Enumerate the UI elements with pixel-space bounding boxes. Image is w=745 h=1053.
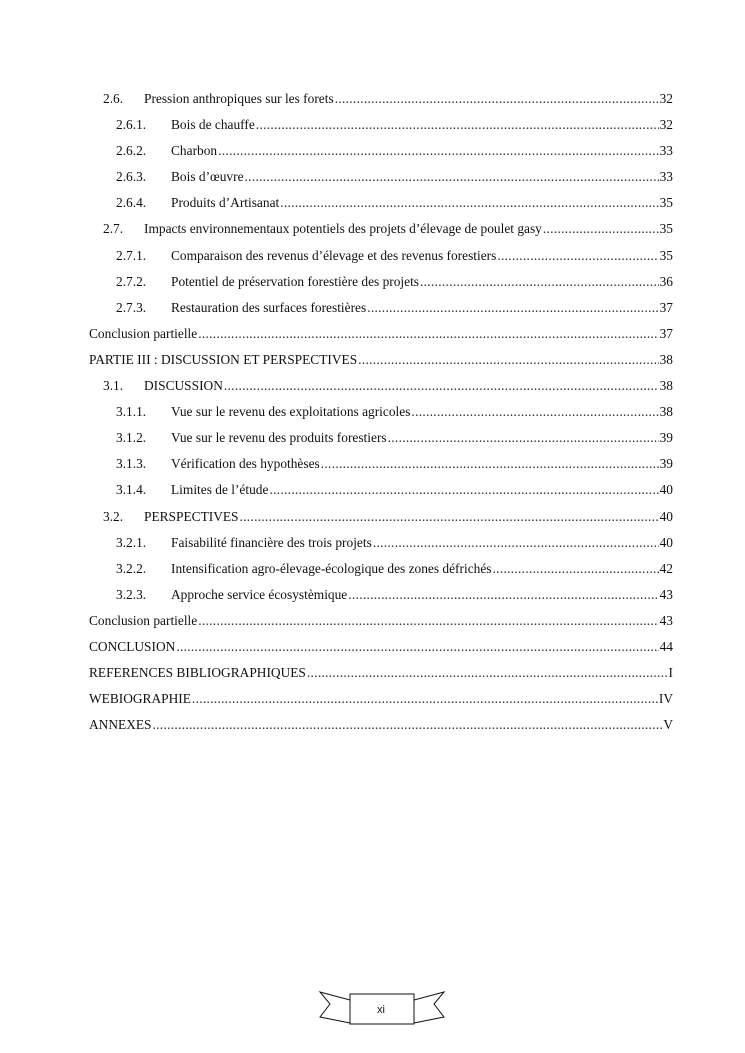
toc-entry[interactable] [89,660,673,686]
page-number: xi [377,1004,385,1016]
toc-entry-title: Potentiel de préservation forestière des projets [171,273,420,289]
toc-entry-title: PERSPECTIVES [144,508,239,524]
toc-dot-leader [335,86,659,112]
toc-dot-leader [153,712,663,738]
toc-entry[interactable] [89,295,673,321]
toc-entry-title: Impacts environnementaux potentiels des projets d’élevage de poulet gasy [144,221,542,237]
toc-entry-page: 38 [659,351,673,367]
toc-entry-page: 39 [659,430,673,446]
toc-dot-leader [269,477,658,503]
toc-entry-number: 3.1.3. [116,456,147,472]
toc-entry[interactable] [89,477,673,503]
toc-dot-leader [224,373,659,399]
toc-entry-number: 3.2.2. [116,560,147,576]
toc-entry-number: 3.2.3. [116,586,147,602]
toc-entry-page: 37 [659,299,673,315]
toc-entry-number: 3.1.2. [116,430,147,446]
toc-entry-number: 2.6.1. [116,117,147,133]
toc-dot-leader [493,556,659,582]
toc-entry-number: 2.6. [103,91,124,106]
toc-entry[interactable] [89,425,673,451]
toc-entry-number: 2.7.3. [116,299,147,315]
toc-dot-leader [420,269,659,295]
toc-dot-leader [388,425,659,451]
toc-entry-page: 33 [659,143,673,159]
toc-dot-leader [411,399,658,425]
toc-entry[interactable] [89,86,673,112]
toc-dot-leader [245,164,659,190]
toc-entry[interactable] [89,712,673,738]
toc-entry[interactable] [89,373,673,399]
toc-entry-title: Bois d’œuvre [171,169,244,185]
toc-entry-title: CONCLUSION [89,638,176,654]
toc-entry[interactable] [89,530,673,556]
toc-entry-title: Vue sur le revenu des exploitations agricoles [171,404,411,420]
toc-entry-title: PARTIE III : DISCUSSION ET PERSPECTIVES [89,351,358,367]
toc-entry-page: 35 [659,247,673,263]
toc-entry-title: Produits d’Artisanat [171,195,280,211]
toc-entry-number: 2.6.4. [116,195,147,211]
toc-entry-number: 2.7. [103,221,124,237]
toc-entry-page: 43 [659,612,673,628]
toc-entry[interactable] [89,582,673,608]
toc-entry[interactable] [89,399,673,425]
toc-entry[interactable] [89,634,673,660]
toc-entry-title: DISCUSSION [144,378,223,394]
toc-entry-page: 32 [659,91,673,106]
toc-entry-number: 3.2. [103,508,124,524]
toc-entry-page: 32 [659,117,673,133]
toc-entry-page: 40 [659,508,673,524]
toc-dot-leader [256,112,659,138]
toc-entry-number: 2.7.1. [116,247,147,263]
toc-dot-leader [280,190,658,216]
table-of-contents [89,86,673,738]
toc-dot-leader [348,582,658,608]
toc-entry-page: 40 [659,534,673,550]
toc-entry-page: 33 [659,169,673,185]
toc-entry[interactable] [89,451,673,477]
toc-entry-page: 40 [659,482,673,498]
toc-entry-number: 2.6.3. [116,169,147,185]
toc-entry[interactable] [89,190,673,216]
toc-entry-page: I [668,665,673,681]
toc-dot-leader [543,216,659,242]
toc-entry-title: ANNEXES [89,717,152,733]
toc-entry-page: IV [658,691,673,707]
toc-dot-leader [218,138,658,164]
toc-dot-leader [373,530,659,556]
toc-dot-leader [240,504,659,530]
toc-entry[interactable] [89,138,673,164]
toc-dot-leader [198,321,658,347]
toc-entry-number: 3.1. [103,378,124,394]
toc-entry[interactable] [89,269,673,295]
toc-entry-title: Vérification des hypothèses [171,456,320,472]
toc-entry-page: 44 [659,638,673,654]
toc-dot-leader [367,295,658,321]
toc-entry[interactable] [89,504,673,530]
toc-entry-title: Conclusion partielle [89,325,198,341]
toc-entry-page: 37 [659,325,673,341]
toc-entry-page: 36 [659,273,673,289]
toc-entry-title: Charbon [171,143,218,159]
toc-entry-page: V [663,717,673,733]
toc-entry-page: 38 [659,404,673,420]
toc-entry-title: Comparaison des revenus d’élevage et des revenus forestiers [171,247,497,263]
toc-dot-leader [497,243,658,269]
toc-entry-title: Bois de chauffe [171,117,255,133]
toc-entry-title: WEBIOGRAPHIE [89,691,191,707]
toc-entry[interactable] [89,321,673,347]
toc-entry[interactable] [89,243,673,269]
toc-entry-page: 42 [659,560,673,576]
toc-entry[interactable] [89,216,673,242]
toc-dot-leader [358,347,658,373]
toc-entry[interactable] [89,556,673,582]
toc-entry-title: Restauration des surfaces forestières [171,299,367,315]
toc-entry-page: 39 [659,456,673,472]
toc-entry-number: 3.1.4. [116,482,147,498]
toc-dot-leader [198,608,658,634]
toc-dot-leader [192,686,658,712]
toc-entry-page: 43 [659,586,673,602]
toc-entry[interactable] [89,686,673,712]
toc-entry-number: 3.2.1. [116,534,147,550]
toc-entry-title: REFERENCES BIBLIOGRAPHIQUES [89,665,306,681]
toc-entry-page: 35 [659,195,673,211]
toc-entry[interactable] [89,112,673,138]
toc-entry-title: Approche service écosystèmique [171,586,348,602]
toc-entry-title: Pression anthropiques sur les forets [144,91,334,106]
toc-entry-title: Limites de l’étude [171,482,269,498]
toc-dot-leader [307,660,668,686]
toc-entry-number: 2.6.2. [116,143,147,159]
toc-entry[interactable] [89,608,673,634]
toc-entry-number: 3.1.1. [116,404,147,420]
toc-entry-number: 2.7.2. [116,273,147,289]
toc-entry-title: Vue sur le revenu des produits forestiers [171,430,387,446]
toc-entry-page: 35 [659,221,673,237]
toc-entry[interactable] [89,164,673,190]
toc-entry-page: 38 [659,378,673,394]
toc-entry-title: Conclusion partielle [89,612,198,628]
toc-entry-title: Intensification agro-élevage-écologique des zones défrichés [171,560,492,576]
toc-dot-leader [176,634,658,660]
toc-entry-title: Faisabilité financière des trois projets [171,534,372,550]
toc-entry[interactable] [89,347,673,373]
toc-dot-leader [321,451,659,477]
